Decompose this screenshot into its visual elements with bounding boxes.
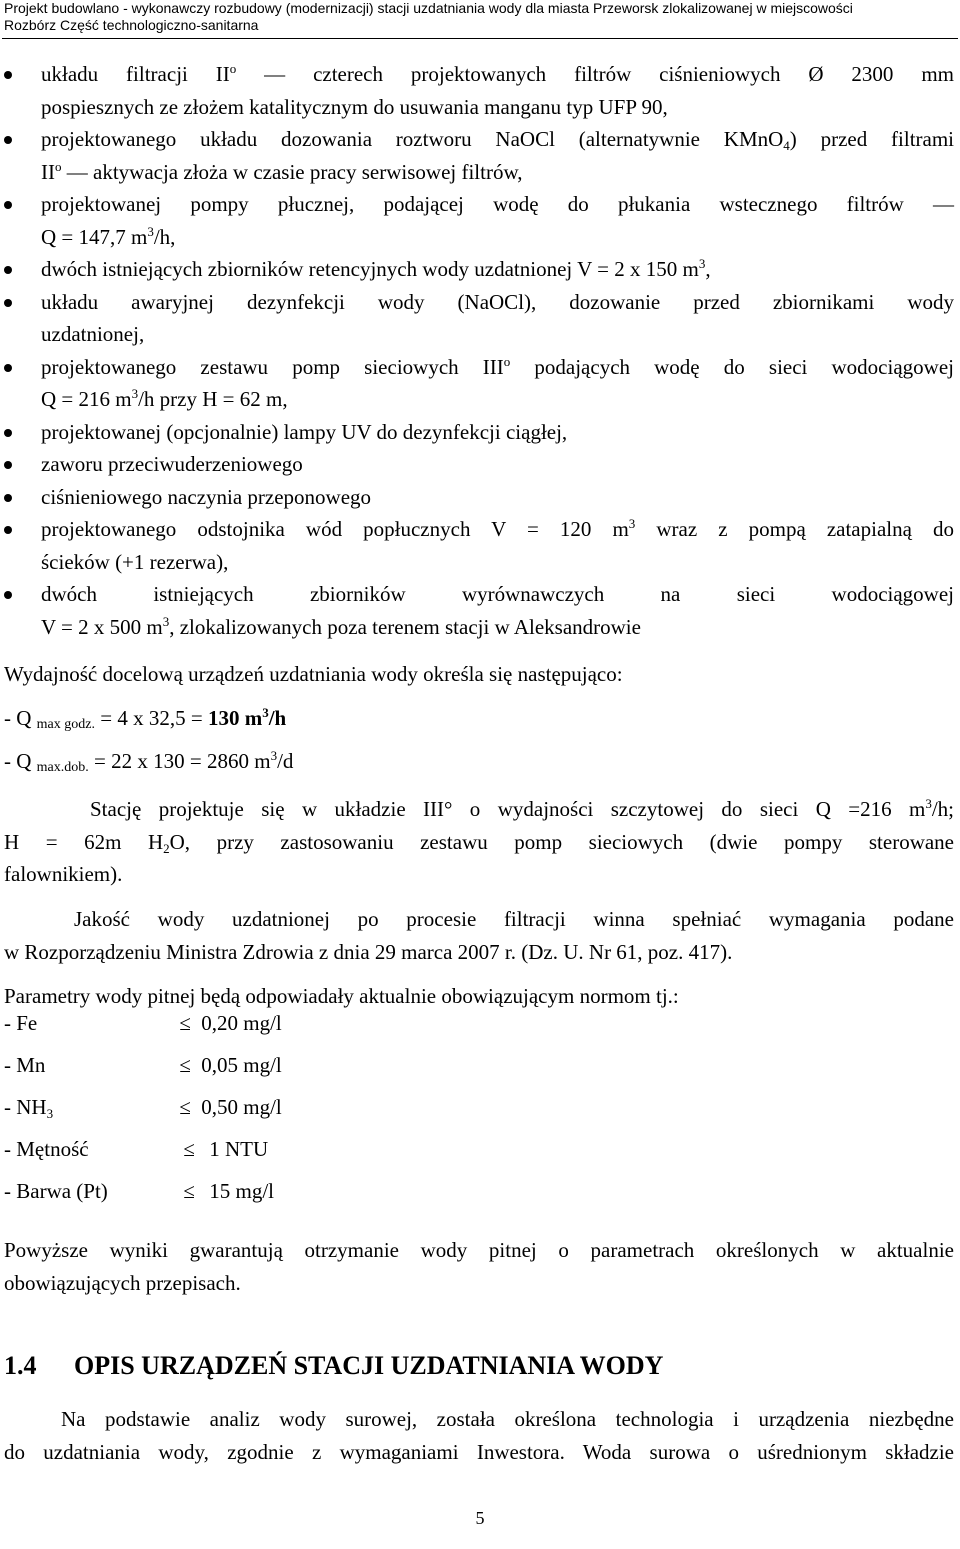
capacity-intro: Wydajność docelową urządzeń uzdatniania wody określa się następująco:	[4, 662, 623, 686]
bullet-item-surge-valve: zaworu przeciwuderzeniowego	[41, 452, 303, 476]
parameters-intro: Parametry wody pitnej będą odpowiadały aktualnie obowiązującym normom tj.:	[4, 984, 679, 1008]
header-rule	[2, 38, 958, 39]
final-paragraph: Na podstawie analiz wody surowej, została określona technologia i urządzenia niezbędne do uzdatniania wody, zgodnie z wymaganiami Inwestora. Woda surowa o uśrednionym składzie	[4, 1407, 954, 1464]
bullet-item-wash-pump: projektowanej pompy płucznej, podającej wodę do płukania wstecznego filtrów — Q = 147,7 $m^3/h$,	[41, 192, 954, 249]
parameter-row-nh3: - $NH_3 \le 0,50$ mg/l	[4, 1095, 282, 1121]
guarantee-paragraph: Powyższe wyniki gwarantują otrzymanie wody pitnej o parametrach określonych w aktualnie obowiązujących przepisach.	[4, 1238, 954, 1295]
quality-paragraph: Jakość wody uzdatnionej po procesie filtracji winna spełniać wymagania podane w Rozporządzeniu Ministra Zdrowia z dnia 29 marca 2007 r. (Dz. U. Nr 61, poz. 417).	[4, 907, 954, 964]
capacity-equation-daily: - Q max.dob. = 22 x 130 = 2860 $m^3/d$	[4, 748, 294, 775]
bullet-item-emergency-disinfection: układu awaryjnej dezynfekcji wody (NaOCl), dozowanie przed zbiornikami wody uzdatnionej,	[41, 289, 954, 346]
running-header	[4, 0, 956, 34]
header-line-1: Projekt budowlano - wykonawczy rozbudowy (modernizacji) stacji uzdatniania wody dla miasta Przeworsk zlokalizowanej w miejscowości	[4, 0, 853, 16]
section-heading	[4, 1351, 663, 1381]
parameter-row-fe: - Fe ≤ 0,20 mg/l	[4, 1011, 282, 1035]
bullet-item-network-pumps: projektowanego zestawu pomp sieciowych III$^o$ podających wodę do sieci wodociągowej Q = 216 $m^3/h$ przy H = 62 m,	[41, 353, 954, 411]
section-title: OPIS URZĄDZEŃ STACJI UZDATNIANIA WODY	[74, 1351, 664, 1380]
bullet-item-filtration: układu filtracji $II^o$ — czterech projektowanych filtrów ciśnieniowych Ø 2300 mm pospiesznych ze złożem katalitycznym do usuwania manganu typ UFP 90,	[41, 61, 954, 119]
bullet-item-retention-tanks: dwóch istniejących zbiorników retencyjnych wody uzdatnionej V = 2 x 150 $m^3$,	[41, 256, 711, 281]
bullet-item-expansion-vessel: ciśnieniowego naczynia przeponowego	[41, 484, 372, 509]
header-line-2: Rozbórz Część technologiczno-sanitarna	[4, 17, 259, 33]
section-number: 1.4	[4, 1351, 37, 1380]
bullet-item-uv-lamp: projektowanej (opcjonalnie) lampy UV do dezynfekcji ciągłej,	[41, 419, 568, 444]
parameter-row-turbidity: - Mętność ≤ 1 NTU	[4, 1137, 269, 1161]
bullet-item-dosing: projektowanego układu dozowania roztworu NaOCl (alternatywnie KMnO$_4$) przed filtrami $II^o$ — aktywacja złoża w czasie pracy serwisowej filtrów,	[41, 127, 955, 184]
capacity-equation-hourly: - Q max godz. = 4 x 32,5 = 130 $m^3/h$	[4, 705, 287, 732]
parameter-row-mn: - Mn ≤ 0,05 mg/l	[4, 1053, 282, 1077]
bullet-item-equalizing-tanks: dwóch istniejących zbiorników wyrównawczych na sieci wodociągowej V = 2 x 500 $m^3$, zlokalizowanych poza terenem stacji w Aleksandrowie	[41, 582, 954, 639]
equipment-bullet-list	[0, 58, 960, 643]
station-paragraph: Stację projektuje się w układzie III° o wydajności szczytowej do sieci Q =216 $m^3/h$; H = 62m $H_2O$, przy zastosowaniu zestawu pomp sieciowych (dwie pompy sterowane falownikiem).	[4, 796, 954, 886]
bullet-item-settling-tank: projektowanego odstojnika wód popłucznych V = 120 $m^3$ wraz z pompą zatapialną do ścieków (+1 rezerwa),	[41, 516, 954, 574]
parameter-row-color: - Barwa (Pt) ≤ 15 mg/l	[4, 1179, 275, 1203]
page-number: 5	[475, 1508, 485, 1528]
